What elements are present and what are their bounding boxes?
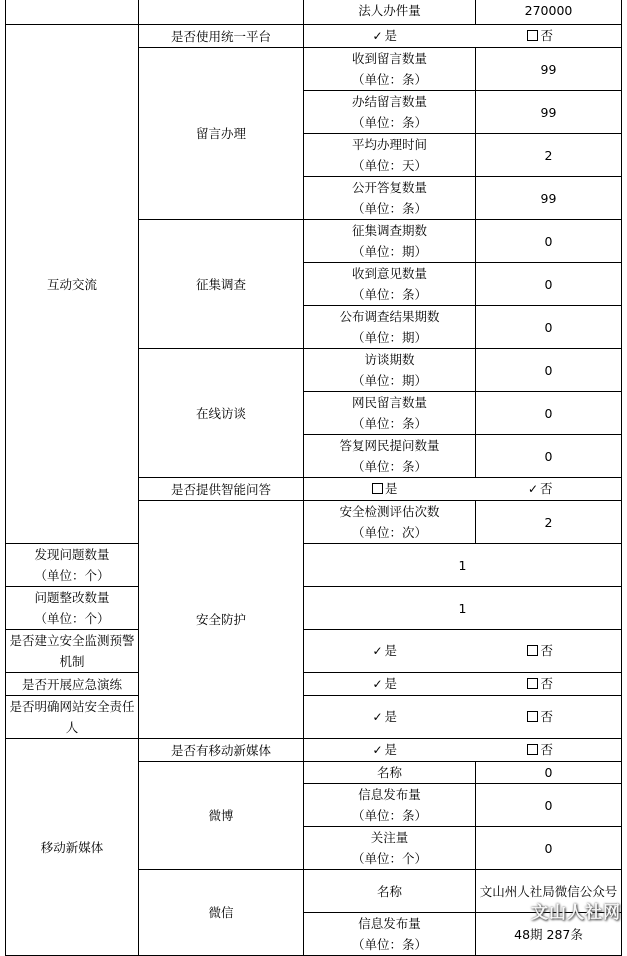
checkmark-icon: ✓ (372, 743, 383, 757)
checkmark-icon: ✓ (372, 677, 383, 691)
subcategory-label: 微信 (139, 870, 304, 956)
metric-value: 0 (476, 263, 622, 306)
metric-label: 公布调查结果期数 （单位：期） (304, 306, 476, 349)
option-no: 否 (463, 640, 619, 661)
metric-value: 0 (476, 435, 622, 478)
table-row (6, 739, 622, 762)
metric-value: 0 (476, 349, 622, 392)
metric-label: 名称 (304, 870, 476, 913)
yes-no-cell (304, 25, 622, 48)
metric-value: 2 (476, 134, 622, 177)
table-row (6, 696, 622, 739)
metric-value: 2 (476, 501, 622, 544)
question-label: 是否明确网站安全责任人 (6, 696, 139, 739)
metric-label: 平均办理时间 （单位：天） (304, 134, 476, 177)
metric-value: 1 (304, 544, 622, 587)
option-yes: ✓ 是 (372, 676, 398, 691)
option-no: 否 (463, 739, 619, 760)
option-no: ✓ 否 (527, 481, 553, 496)
option-no: 否 (463, 25, 619, 46)
metric-value: 99 (476, 91, 622, 134)
yes-no-cell (304, 696, 622, 739)
metric-label: 答复网民提问数量 （单位：条） (304, 435, 476, 478)
table-row (6, 25, 622, 48)
metric-value: 0 (476, 762, 622, 784)
question-label: 是否提供智能问答 (139, 478, 304, 501)
metric-value: 0 (476, 392, 622, 435)
metric-label: 信息发布量 （单位：条） (304, 913, 476, 956)
option-yes: ✓ 是 (372, 643, 398, 658)
checkbox-icon (527, 711, 538, 722)
metric-label: 办结留言数量 （单位：条） (304, 91, 476, 134)
metric-label: 收到意见数量 （单位：条） (304, 263, 476, 306)
option-no: 否 (463, 706, 619, 727)
checkbox-icon (527, 678, 538, 689)
subcategory-label: 征集调查 (139, 220, 304, 349)
table-row (6, 587, 622, 630)
category-label: 互动交流 (6, 25, 139, 544)
question-label: 是否建立安全监测预警机制 (6, 630, 139, 673)
option-yes: ✓ 是 (372, 28, 398, 43)
blank-cell (139, 0, 304, 25)
checkbox-icon (527, 645, 538, 656)
option-yes: ✓ 是 (372, 742, 398, 757)
metric-value: 1 (304, 587, 622, 630)
checkmark-icon: ✓ (372, 644, 383, 658)
metric-value: 0 (476, 220, 622, 263)
blank-cell (6, 0, 139, 25)
metric-label: 名称 (304, 762, 476, 784)
category-label: 移动新媒体 (6, 739, 139, 956)
question-label: 是否开展应急演练 (6, 673, 139, 696)
subcategory-label: 留言办理 (139, 48, 304, 220)
metric-label: 信息发布量 （单位：条） (304, 784, 476, 827)
metric-value: 0 (476, 827, 622, 870)
yes-no-cell (304, 739, 622, 762)
table-row (6, 630, 622, 673)
metric-value: 99 (476, 177, 622, 220)
checkmark-icon: ✓ (372, 710, 383, 724)
table-row (6, 0, 622, 25)
subcategory-label: 在线访谈 (139, 349, 304, 478)
checkbox-icon (527, 744, 538, 755)
metric-label: 收到留言数量 （单位：条） (304, 48, 476, 91)
metric-value: 0 (476, 784, 622, 827)
yes-no-cell (304, 673, 622, 696)
checkbox-icon (527, 30, 538, 41)
metric-value: 0 (476, 306, 622, 349)
checkmark-icon: ✓ (527, 482, 539, 496)
option-no: 否 (463, 673, 619, 694)
yes-no-cell (304, 478, 622, 501)
checkmark-icon: ✓ (372, 29, 383, 43)
metric-label: 征集调查期数 （单位：期） (304, 220, 476, 263)
yes-no-cell (304, 630, 622, 673)
table-row (6, 673, 622, 696)
subcategory-label: 微博 (139, 762, 304, 870)
question-label: 是否使用统一平台 (139, 25, 304, 48)
statistics-table (5, 0, 622, 956)
metric-label: 关注量 （单位：个） (304, 827, 476, 870)
table-row (6, 544, 622, 587)
metric-label: 问题整改数量 （单位：个） (6, 587, 139, 630)
checkbox-icon (372, 483, 383, 494)
metric-label: 网民留言数量 （单位：条） (304, 392, 476, 435)
category-label: 安全防护 (139, 501, 304, 739)
metric-value: 48期 287条 (476, 913, 622, 956)
option-yes: 是 (307, 478, 463, 499)
watermark: 文山人社网 (531, 903, 621, 923)
row-label: 法人办件量 (304, 0, 476, 25)
option-yes: ✓ 是 (372, 709, 398, 724)
metric-label: 安全检测评估次数 （单位：次） (304, 501, 476, 544)
metric-label: 发现问题数量 （单位：个） (6, 544, 139, 587)
question-label: 是否有移动新媒体 (139, 739, 304, 762)
metric-value: 99 (476, 48, 622, 91)
metric-value: 文山州人社局微信公众号 (476, 870, 622, 913)
row-value: 270000 (476, 0, 622, 25)
metric-label: 公开答复数量 （单位：条） (304, 177, 476, 220)
metric-label: 访谈期数 （单位：期） (304, 349, 476, 392)
